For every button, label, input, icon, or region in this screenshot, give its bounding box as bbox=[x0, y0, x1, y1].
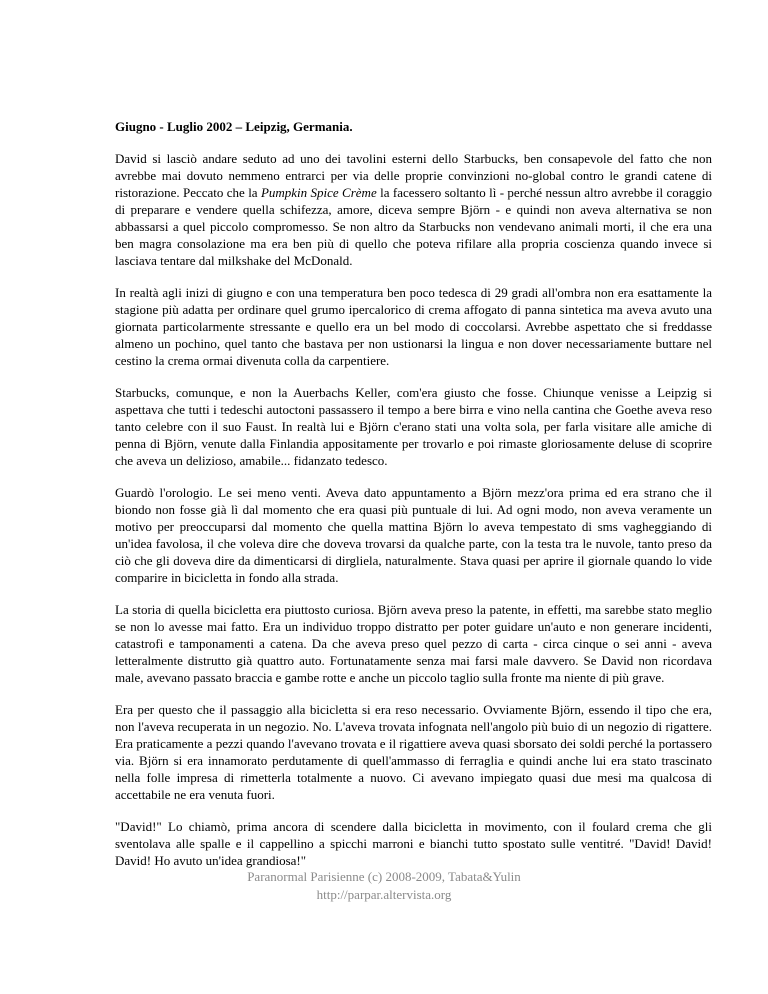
footer-url: http://parpar.altervista.org bbox=[316, 887, 452, 902]
paragraph-1-before: David si lasciò andare seduto ad uno dei tavolini esterni dello Starbucks, ben consapevole del fatto che non avrebbe mai dovuto nemmeno entrarci per via delle proprie convinzioni no-global contro le grandi catene di ristorazione. Peccato che la bbox=[115, 151, 712, 200]
paragraph-3: Starbucks, comunque, e non la Auerbachs Keller, com'era giusto che fosse. Chiunque venisse a Leipzig si aspettava che tutti i tedeschi autoctoni passassero il tempo a bere birra e vino nella cantina che Goethe aveva reso tanto celebre con il suo Faust. In realtà lui e Björn c'erano stati una volta sola, per farla visitare alle amiche di penna di Björn, venute dalla Finlandia appositamente per trovarlo e poi rimaste gloriosamente deluse di scoprire che aveva un delizioso, amabile... fidanzato tedesco. bbox=[115, 385, 712, 468]
paragraph-2: In realtà agli inizi di giugno e con una temperatura ben poco tedesca di 29 gradi all'ombra non era esattamente la stagione più adatta per ordinare quel grumo ipercalorico di crema affogato di panna sintetica ma aveva avuto una giornata particolarmente stressante e quello era un bel modo di coccolarsi. Avrebbe aspettato che si freddasse almeno un pochino, quel tanto che bastava per non ustionarsi la lingua e non dover necessariamente buttare nel cestino la crema ormai divenuta colla da carpentiere. bbox=[115, 285, 712, 368]
paragraph-1-emphasis: Pumpkin Spice Crème bbox=[260, 185, 377, 200]
paragraph-4: Guardò l'orologio. Le sei meno venti. Aveva dato appuntamento a Björn mezz'ora prima ed era strano che il biondo non fosse già lì dal momento che era quasi più puntuale di lui. Ad ogni modo, non aveva veramente un motivo per preoccuparsi dal momento che quella mattina Björn lo aveva tempestato di sms vagheggiando di un'idea favolosa, il che voleva dire che doveva trovarsi da qualche parte, con la testa tra le nuvole, tanto preso da ciò che gli doveva dire da dimenticarsi di dirgliela, naturalmente. Stava quasi per aprire il giornale quando lo vide comparire in bicicletta in fondo alla strada. bbox=[115, 485, 712, 585]
page-footer bbox=[0, 868, 768, 904]
paragraph-6: Era per questo che il passaggio alla bicicletta si era reso necessario. Ovviamente Björn, essendo il tipo che era, non l'aveva recuperata in un negozio. No. L'aveva trovata infognata nell'angolo più buio di un negozio di rigattere. Era praticamente a pezzi quando l'avevano trovata e il rigattiere aveva quasi sborsato dei soldi perché la portassero via. Björn si era innamorato perdutamente di quell'ammasso di ferraglia e quindi anche lui era stato trascinato nella folle impresa di rimetterla totalmente a nuovo. Ci avevano impiegato quasi due mesi ma qualcosa di accettabile ne era venuta fuori. bbox=[115, 702, 712, 802]
paragraph-5: La storia di quella bicicletta era piuttosto curiosa. Björn aveva preso la patente, in effetti, ma sarebbe stato meglio se non lo avesse mai fatto. Era un individuo troppo distratto per poter guidare un'auto e non generare incidenti, catastrofi e tamponamenti a catena. Da che aveva preso quel pezzo di carta - circa cinque o sei anni - aveva letteralmente distrutto già quattro auto. Fortunatamente senza mai farsi male davvero. Se David non ricordava male, avevano passato braccia e gambe rotte e anche un piccolo taglio sulla fronte ma niente di più grave. bbox=[115, 602, 712, 685]
paragraph-1 bbox=[115, 150, 712, 269]
chapter-heading: Giugno - Luglio 2002 – Leipzig, Germania. bbox=[115, 119, 353, 134]
paragraph-7: "David!" Lo chiamò, prima ancora di scendere dalla bicicletta in movimento, con il foulard crema che gli sventolava alle spalle e il cappellino a spicchi marroni e bianchi tutto spostato sulle ventitré. "David! David! David! Ho avuto un'idea grandiosa!" bbox=[115, 819, 712, 868]
footer-copyright: Paranormal Parisienne (c) 2008-2009, Tabata&Yulin bbox=[247, 869, 521, 884]
paragraph-1-after: la facessero soltanto lì - perché nessun altro avrebbe il coraggio di preparare e vendere quella schifezza, amore, diceva sempre Björn - e quindi non aveva alternativa se non abbassarsi a quel piccolo compromesso. Se non altro da Starbucks non vendevano animali morti, il che era una ben magra consolazione ma era ben più di quello che poteva rifilare alla propria coscienza quando invece si lasciava tentare dal milkshake del McDonald. bbox=[115, 185, 712, 268]
